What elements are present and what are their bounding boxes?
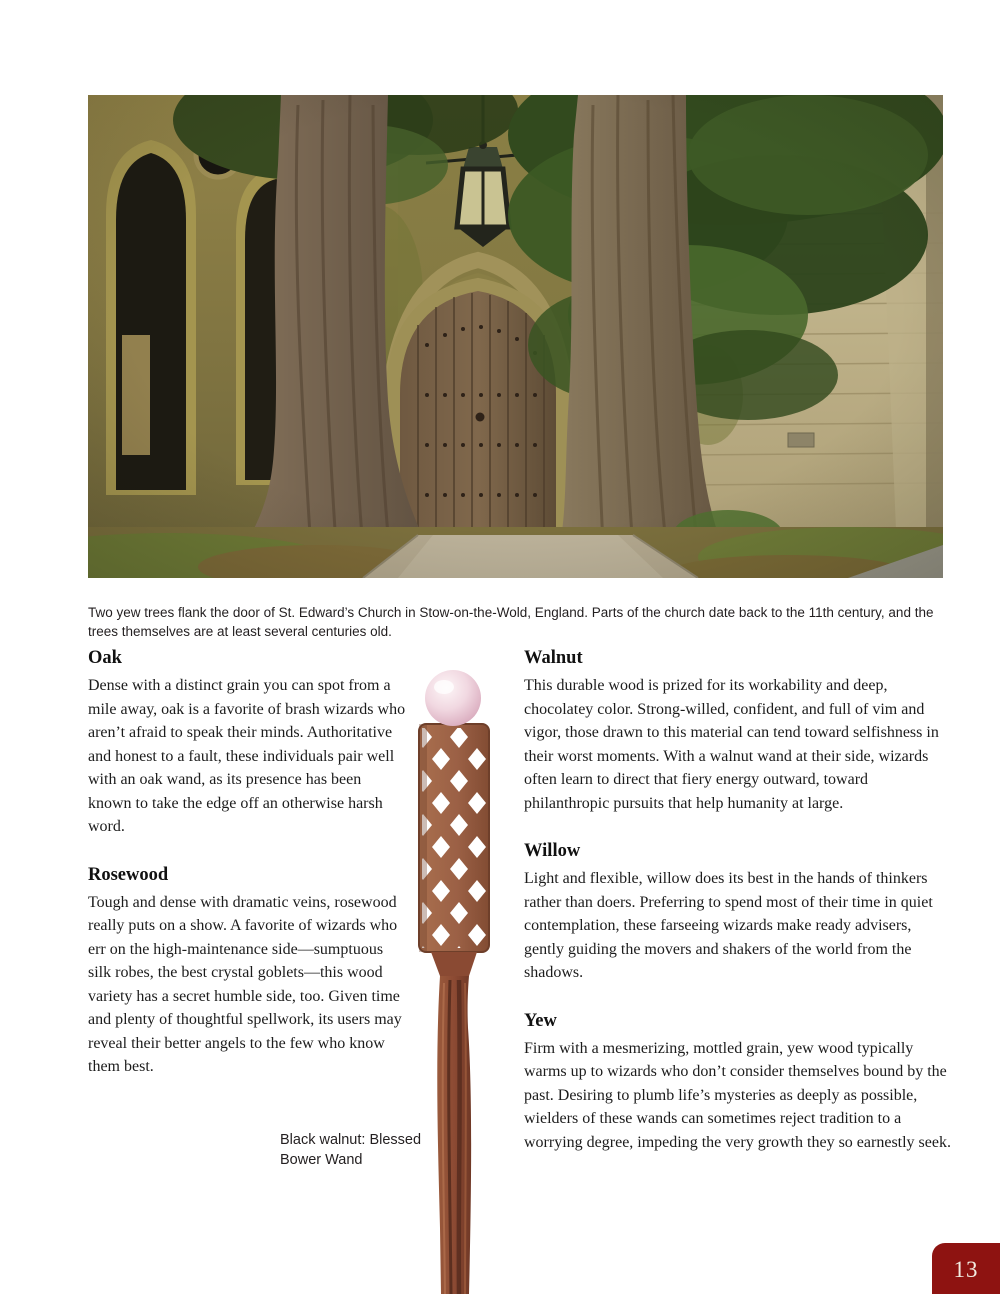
photo-caption: Two yew trees flank the door of St. Edward’s Church in Stow-on-the-Wold, England. Parts of the church date back to the 11th century, and the trees themselves are at least several centuries old.: [88, 604, 934, 639]
oak-body: Dense with a distinct grain you can spot from a mile away, oak is a favorite of brash wizards who aren’t afraid to speak their minds. Authoritative and honest to a fault, these individuals pair well with an oak wand, as its presence has been known to take the edge off an otherwise harsh word.: [88, 677, 406, 835]
page-number: 13: [953, 1256, 979, 1282]
church-photo-illustration: [88, 95, 943, 578]
wand-illustration: [405, 668, 505, 1294]
willow-heading: Willow: [524, 841, 581, 861]
rosewood-heading: Rosewood: [88, 864, 169, 885]
church-photo: [88, 95, 943, 578]
wand-caption-line2: Bower Wand: [280, 1152, 363, 1168]
wand-caption: [280, 1130, 440, 1170]
section-walnut: [524, 646, 952, 815]
yew-heading: Yew: [524, 1010, 557, 1031]
section-willow: [524, 839, 952, 985]
section-yew: [524, 1009, 952, 1155]
wand-figure: [405, 668, 505, 1294]
wand-caption-line1: Black walnut: Blessed: [280, 1132, 422, 1148]
rosewood-body: Tough and dense with dramatic veins, rosewood really puts on a show. A favorite of wizards who err on the high-maintenance side—sumptuous silk robes, the best crystal goblets—this wood variety has a secret humble side, too. Given time and plenty of thoughtful spellwork, its users may reveal their better angels to the few who know them best.: [88, 893, 402, 1075]
page-number-tab: [932, 1243, 1000, 1294]
willow-body: Light and flexible, willow does its best in the hands of thinkers rather than doers. Preferring to spend most of their time in quiet contemplation, these farseeing wizards make ready advisers, gently guiding the movers and shakers of the world from the shadows.: [524, 870, 933, 981]
section-oak: [88, 646, 408, 839]
yew-body: Firm with a mesmerizing, mottled grain, yew wood typically warms up to wizards who don’t consider themselves bound by the past. Desiring to plumb life’s mysteries as deeply as possible, wielders of these wands can sometimes reject tradition to a worrying degree, impeding the very growth they so earnestly seek.: [524, 1039, 951, 1151]
walnut-body: This durable wood is prized for its workability and deep, chocolatey color. Strong-willed, confident, and full of vim and vigor, those drawn to this material can tend toward selfishness in their worst moments. With a walnut wand at their side, wizards often learn to direct that fiery energy outward, toward philanthropic pursuits that help humanity at large.: [524, 677, 939, 812]
left-column: [88, 646, 408, 1103]
walnut-heading: Walnut: [524, 648, 583, 668]
right-column: [524, 646, 952, 1178]
oak-heading: Oak: [88, 648, 122, 668]
section-rosewood: [88, 863, 408, 1079]
